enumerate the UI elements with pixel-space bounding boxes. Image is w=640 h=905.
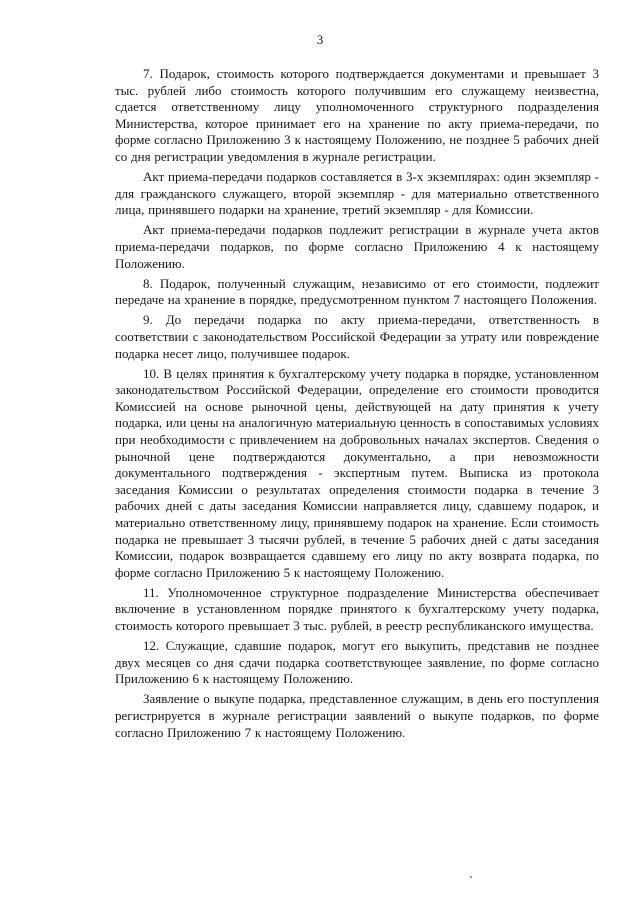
document-body <box>115 66 599 745</box>
paragraph-act-registration: Акт приема-передачи подарков подлежит регистрации в журнале учета актов приема-передачи подарков, по форме согласно Приложению 4 к настоящему Положению. <box>115 222 599 271</box>
paragraph-item-9: 9. До передачи подарка по акту приема-передачи, ответственность в соответствии с законодательством Российской Федерации за утрату или повреждение подарка несет лицо, получившее подарок. <box>115 312 599 361</box>
paragraph-item-10: 10. В целях принятия к бухгалтерскому учету подарка в порядке, установленном законодательством Российской Федерации, определение его стоимости проводится Комиссией на основе рыночной цены, действующей на дату принятия к учету подарка, или цены на аналогичную материальную ценность в сопоставимых условиях при необходимости с привлечением на добровольных началах экспертов. Сведения о рыночной цене подтверждаются документально, а при невозможности документального подтверждения - экспертным путем. Выписка из протокола заседания Комиссии о результатах определения стоимости подарка в течение 3 рабочих дней с даты заседания Комиссии направляется лицу, сдавшему подарок, и материально ответственному лицу, принявшему подарок на хранение. Если стоимость подарка не превышает 3 тысячи рублей, в течение 5 рабочих дней с даты заседания Комиссии, подарок возвращается сдавшему его лицу по акту возврата подарка, по форме согласно Приложению 5 к настоящему Положению. <box>115 365 599 580</box>
paragraph-item-8: 8. Подарок, полученный служащим, независимо от его стоимости, подлежит передаче на хранение в порядке, предусмотренном пунктом 7 настоящего Положения. <box>115 275 599 308</box>
page-number: 3 <box>316 32 324 47</box>
paragraph-act-copies: Акт приема-передачи подарков составляется в 3-х экземплярах: один экземпляр - для гражданского служащего, второй экземпляр - для материально ответственного лица, принявшего подарки на хранение, третий экземпляр - для Комиссии. <box>115 169 599 218</box>
paragraph-item-11: 11. Уполномоченное структурное подразделение Министерства обеспечивает включение в установленном порядке принятого к бухгалтерскому учету подарка, стоимость которого превышает 3 тыс. рублей, в реестр республиканского имущества. <box>115 584 599 633</box>
paragraph-buyout-application: Заявление о выкупе подарка, представленное служащим, в день его поступления регистрируется в журнале регистрации заявлений о выкупе подарков, по форме согласно Приложению 7 к настоящему Положению. <box>115 691 599 740</box>
paragraph-item-7: 7. Подарок, стоимость которого подтверждается документами и превышает 3 тыс. рублей либо стоимость которого получившим его служащему неизвестна, сдается ответственному лицу уполномоченного структурного подразделения Министерства, которое принимает его на хранение по акту приема-передачи, по форме согласно Приложению 3 к настоящему Положению, не позднее 5 рабочих дней со дня регистрации уведомления в журнале регистрации. <box>115 66 599 164</box>
scan-speck <box>470 876 472 878</box>
paragraph-item-12: 12. Служащие, сдавшие подарок, могут его выкупить, представив не позднее двух месяцев со дня сдачи подарка соответствующее заявление, по форме согласно Приложению 6 к настоящему Положению. <box>115 638 599 687</box>
